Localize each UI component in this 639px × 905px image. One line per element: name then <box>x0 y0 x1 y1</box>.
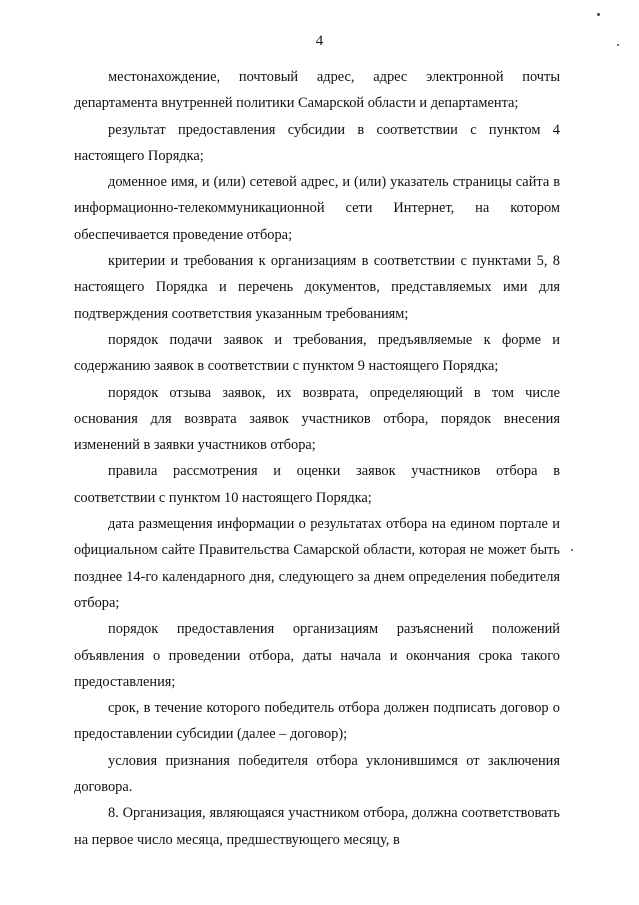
paragraph: условия признания победителя отбора уклонившимся от заключения договора. <box>74 752 560 796</box>
paragraph: местонахождение, почтовый адрес, адрес электронной почты департамента внутренней политики Самарской области и департамента; <box>74 69 560 112</box>
paragraph: правила рассмотрения и оценки заявок участников отбора в соответствии с пунктом 10 настоящего Порядка; <box>74 463 560 506</box>
paragraph: результат предоставления субсидии в соответствии с пунктом 4 настоящего Порядка; <box>74 121 560 164</box>
paragraph: 8. Организация, являющаяся участником отбора, должна соответствовать на первое число месяца, предшествующего месяцу, в <box>74 805 560 848</box>
scan-speck <box>571 549 573 551</box>
paragraph: критерии и требования к организациям в соответствии с пунктами 5, 8 настоящего Порядка и перечень документов, представляемых ими для подтверждения соответствия указанным требованиям; <box>74 253 560 322</box>
paragraph: порядок подачи заявок и требования, предъявляемые к форме и содержанию заявок в соответствии с пунктом 9 настоящего Порядка; <box>74 331 560 375</box>
page-number: 4 <box>315 33 324 49</box>
paragraph: доменное имя, и (или) сетевой адрес, и (или) указатель страницы сайта в информационно-телекоммуникационной сети Интернет, на котором обеспечивается проведение отбора; <box>74 174 560 243</box>
scan-speck <box>597 13 600 16</box>
paragraph: порядок отзыва заявок, их возврата, определяющий в том числе основания для возврата заявок участников отбора, порядок внесения изменений в заявки участников отбора; <box>74 384 560 454</box>
paragraph: срок, в течение которого победитель отбора должен подписать договор о предоставлении субсидии (далее – договор); <box>74 700 560 743</box>
paragraph: дата размещения информации о результатах отбора на едином портале и официальном сайте Правительства Самарской области, которая не может быть позднее 14-го календарного дня, следующего за днем определения победителя отбора; <box>74 516 560 611</box>
body-text <box>74 64 560 853</box>
paragraph: порядок предоставления организациям разъяснений положений объявления о проведении отбора, даты начала и окончания срока такого предоставления; <box>74 621 560 690</box>
